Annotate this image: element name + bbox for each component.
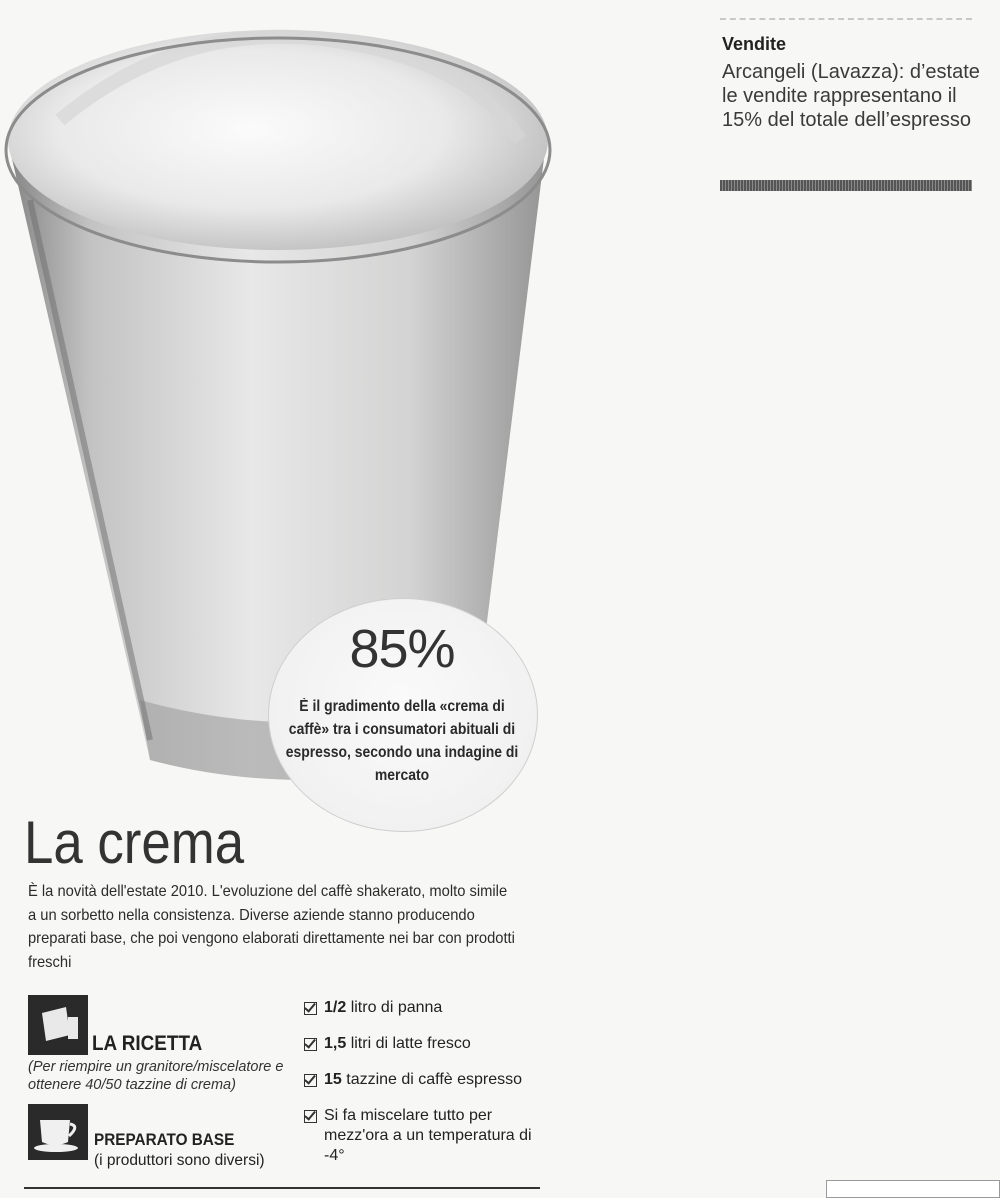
base-note: (i produttori sono diversi) xyxy=(94,1152,265,1169)
stat-description: È il gradimento della «crema di caffè» tra i consumatori abituali di espresso, secondo una indagine di mercato xyxy=(285,698,519,784)
checkbox-icon xyxy=(304,1074,317,1087)
article-intro: È la novità dell'estate 2010. L'evoluzione del caffè shakerato, molto simile a un sorbetto nella consistenza. Diverse aziende stanno producendo preparati base, che poi vengono elaborati direttamente nei bar con prodotti freschi xyxy=(28,883,515,971)
checkbox-icon xyxy=(304,1110,317,1123)
sidebar-text: Arcangeli (Lavazza): d’estate le vendite rappresentano il 15% del totale dell’espresso xyxy=(722,61,980,131)
coffee-cup-icon xyxy=(28,1104,88,1160)
list-item xyxy=(304,998,554,1018)
list-item xyxy=(304,1034,554,1054)
checkbox-icon xyxy=(304,1002,317,1015)
top-divider xyxy=(720,18,972,20)
checkbox-icon xyxy=(304,1038,317,1051)
ingredients-list xyxy=(304,998,554,1182)
ingredient-text: litro di panna xyxy=(346,999,443,1016)
ingredient-qty: 1/2 xyxy=(324,999,347,1016)
stat-value: 85% xyxy=(349,619,455,679)
sidebar-bar xyxy=(720,180,972,191)
ingredient-text: Si fa miscelare tutto per mezz'ora a un temperatura di -4° xyxy=(324,1107,532,1164)
ingredient-text: litri di latte fresco xyxy=(346,1035,471,1052)
sidebar-title: Vendite xyxy=(722,34,787,54)
blender-icon xyxy=(28,995,88,1055)
recipe-note: (Per riempire un granitore/miscelatore e ottenere 40/50 tazzine di crema) xyxy=(28,1059,284,1093)
ingredient-qty: 1,5 xyxy=(324,1035,347,1052)
base-title: PREPARATO BASE xyxy=(94,1130,235,1149)
list-item xyxy=(304,1106,554,1166)
article-title: La crema xyxy=(24,809,245,876)
recipe-title: LA RICETTA xyxy=(92,1032,203,1055)
ingredient-qty: 15 xyxy=(324,1071,342,1088)
list-item xyxy=(304,1070,554,1090)
bottom-box xyxy=(826,1180,1000,1198)
bottom-divider xyxy=(24,1187,540,1189)
ingredient-text: tazzine di caffè espresso xyxy=(341,1071,523,1088)
